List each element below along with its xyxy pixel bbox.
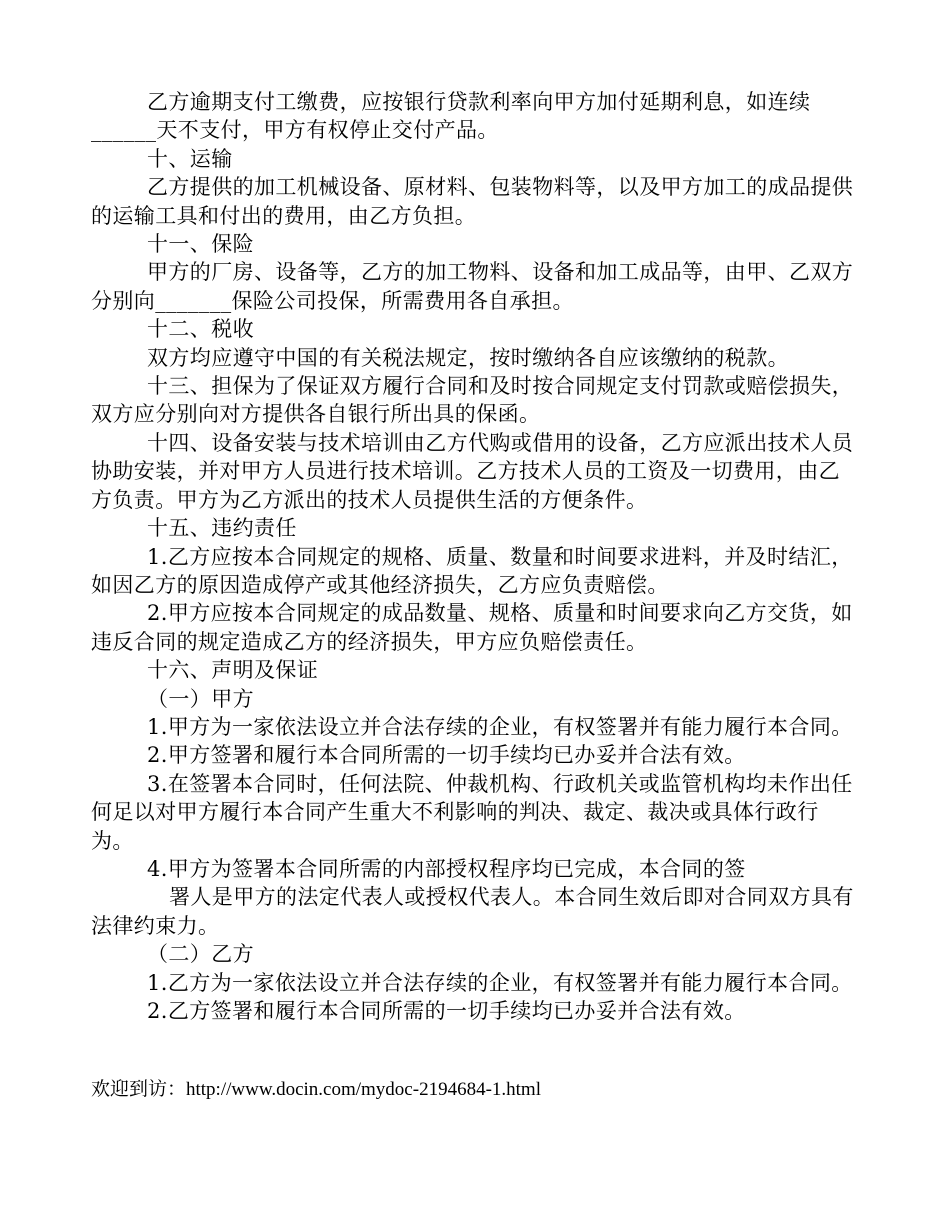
document-body (91, 88, 859, 1025)
paragraph-transport: 乙方提供的加工机械设备、原材料、包装物料等，以及甲方加工的成品提供的运输工具和付出的费用，由乙方负担。 (91, 175, 854, 228)
paragraph-party-a-4-start: 4.甲方为签署本合同所需的内部授权程序均已完成，本合同的签 (147, 856, 746, 881)
paragraph-party-a-4-continued: 署人是甲方的法定代表人或授权代表人。本合同生效后即对合同双方具有法律约束力。 (91, 885, 854, 938)
paragraph-party-a-1: 1.甲方为一家依法设立并合法存续的企业，有权签署并有能力履行本合同。 (147, 714, 853, 739)
paragraph-insurance: 甲方的厂房、设备等，乙方的加工物料、设备和加工成品等，由甲、乙双方分别向_______保险公司投保，所需费用各自承担。 (91, 260, 854, 313)
heading-insurance: 十一、保险 (147, 232, 254, 257)
paragraph-tax: 双方均应遵守中国的有关税法规定，按时缴纳各自应该缴纳的税款。 (147, 345, 789, 370)
paragraph-liability-1: 1.乙方应按本合同规定的规格、质量、数量和时间要求进料，并及时结汇，如因乙方的原因造成停产或其他经济损失，乙方应负责赔偿。 (91, 544, 853, 597)
paragraph-party-a-3: 3.在签署本合同时，任何法院、仲裁机构、行政机关或监管机构均未作出任何足以对甲方履行本合同产生重大不利影响的判决、裁定、裁决或具体行政行为。 (91, 771, 853, 853)
paragraph-party-b-2: 2.乙方签署和履行本合同所需的一切手续均已办妥并合法有效。 (147, 999, 746, 1023)
footer-link-text: 欢迎到访：http://www.docin.com/mydoc-2194684-1.html (91, 1079, 541, 1100)
subheading-party-a: （一）甲方 (147, 686, 254, 711)
heading-transport: 十、运输 (147, 146, 233, 171)
paragraph-installation-training: 十四、设备安装与技术培训由乙方代购或借用的设备，乙方应派出技术人员协助安装，并对甲方人员进行技术培训。乙方技术人员的工资及一切费用，由乙方负责。甲方为乙方派出的技术人员提供生活的方便条件。 (91, 430, 854, 512)
heading-tax: 十二、税收 (147, 317, 254, 342)
heading-liability: 十五、违约责任 (147, 516, 297, 541)
subheading-party-b: （二）乙方 (147, 942, 254, 967)
paragraph-party-b-1: 1.乙方为一家依法设立并合法存续的企业，有权签署并有能力履行本合同。 (147, 970, 853, 995)
paragraph-party-a-2: 2.甲方签署和履行本合同所需的一切手续均已办妥并合法有效。 (147, 743, 746, 768)
paragraph-liability-2: 2.甲方应按本合同规定的成品数量、规格、质量和时间要求向乙方交货，如违反合同的规定造成乙方的经济损失，甲方应负赔偿责任。 (91, 601, 853, 654)
paragraph-guarantee: 十三、担保为了保证双方履行合同和及时按合同规定支付罚款或赔偿损失，双方应分别向对方提供各自银行所出具的保函。 (91, 374, 854, 427)
paragraph-overdue-payment: 乙方逾期支付工缴费，应按银行贷款利率向甲方加付延期利息，如连续______天不支付，甲方有权停止交付产品。 (91, 90, 811, 143)
heading-representations: 十六、声明及保证 (147, 658, 319, 683)
